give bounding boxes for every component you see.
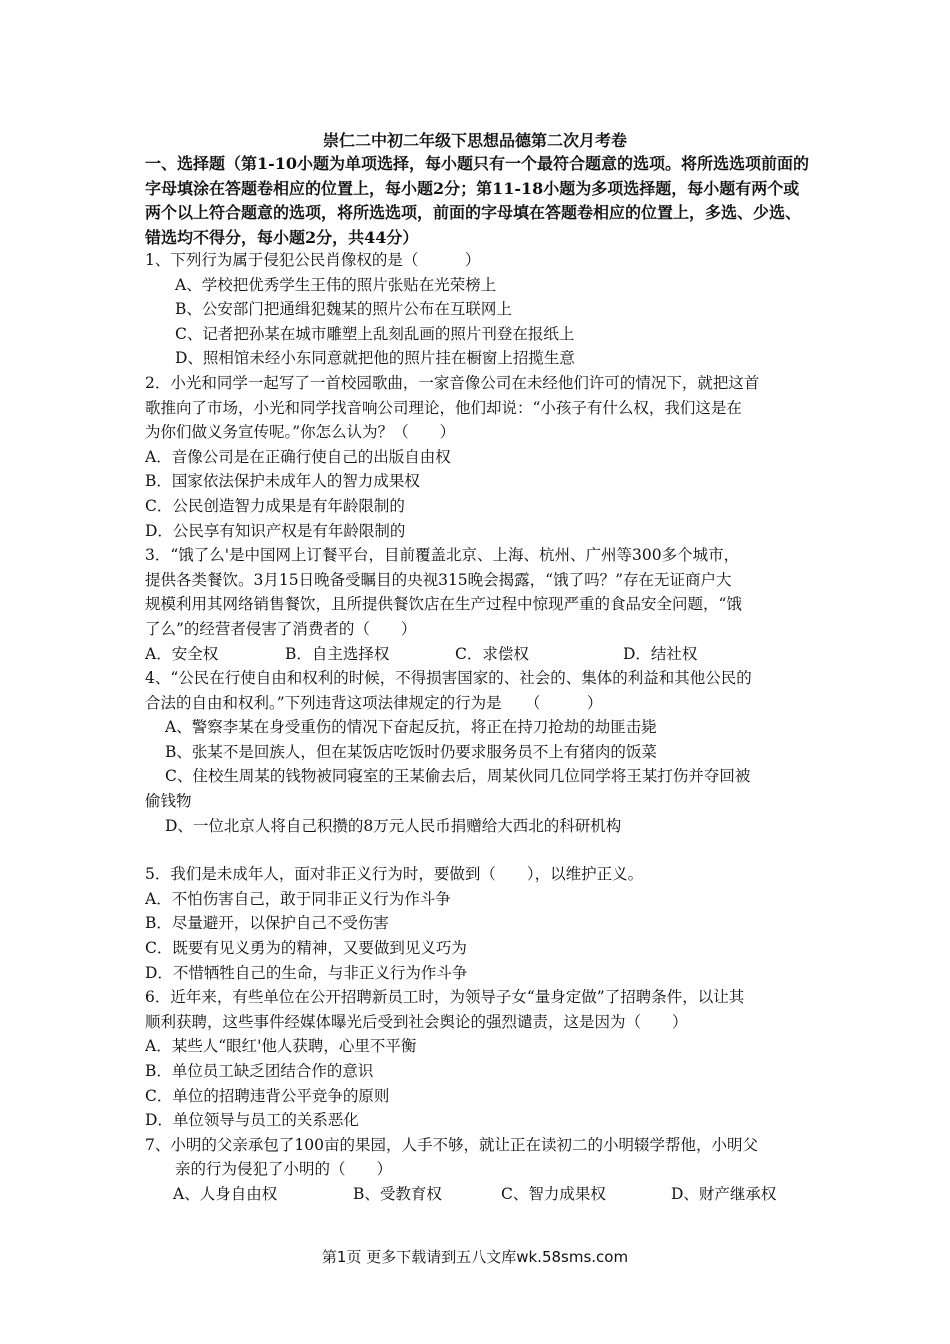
question-4-stem-line: 合法的自由和权利。”下列违背这项法律规定的行为是 （ ） — [145, 693, 603, 712]
question-1-stem: 1、下列行为属于侵犯公民肖像权的是（ ） — [145, 251, 481, 269]
question-4-option-c-continued: 偷钱物 — [145, 792, 192, 811]
question-3-stem-line: 规模利用其网络销售餐饮，且所提供餐饮店在生产过程中惊现严重的食品安全问题，“饿 — [145, 595, 742, 614]
question-2-option-c: C．公民创造智力成果是有年龄限制的 — [145, 496, 405, 515]
question-3-option-c: C．求偿权 — [455, 644, 529, 663]
page-footer: 第1页 更多下载请到五八文库wk.58sms.com — [321, 1248, 629, 1266]
question-1-option-b: B、公安部门把通缉犯魏某的照片公布在互联网上 — [175, 300, 512, 319]
question-6-stem-line: 6．近年来，有些单位在公开招聘新员工时，为领导子女“量身定做”了招聘条件，以让其 — [145, 988, 745, 1007]
question-4-option-d: D、一位北京人将自己积攒的8万元人民币捐赠给大西北的科研机构 — [165, 816, 622, 835]
question-6-option-c: C．单位的招聘违背公平竞争的原则 — [145, 1086, 390, 1105]
question-3-options — [145, 642, 815, 667]
question-3-stem-line: 了么”的经营者侵害了消费者的（ ） — [145, 619, 417, 638]
question-2-stem-line: 歌推向了市场，小光和同学找音响公司理论，他们却说：“小孩子有什么权，我们这是在 — [145, 398, 742, 417]
question-1-option-c: C、记者把孙某在城市雕塑上乱刻乱画的照片刊登在报纸上 — [175, 324, 575, 343]
question-7-option-b: B、受教育权 — [353, 1184, 442, 1203]
question-6-option-b: B．单位员工缺乏团结合作的意识 — [145, 1062, 374, 1080]
question-3-option-a: A．安全权 — [145, 644, 219, 663]
question-2-option-d: D．公民享有知识产权是有年龄限制的 — [145, 521, 406, 540]
question-5-stem: 5．我们是未成年人，面对非正义行为时，要做到（ ），以维护正义。 — [145, 865, 644, 884]
question-3-stem-line: 提供各类餐饮。3月15日晚备受瞩目的央视315晚会揭露，“饿了吗？”存在无证商户大 — [145, 570, 732, 589]
exam-title: 崇仁二中初二年级下思想品德第二次月考卷 — [322, 131, 627, 150]
question-2-option-b: B．国家依法保护未成年人的智力成果权 — [145, 472, 420, 491]
question-3-stem-line: 3．“饿了么'是中国网上订餐平台，目前覆盖北京、上海、杭州、广州等300多个城市， — [145, 546, 740, 565]
question-1-option-d: D、照相馆未经小东同意就把他的照片挂在橱窗上招揽生意 — [175, 349, 575, 368]
question-1-option-a: A、学校把优秀学生王伟的照片张贴在光荣榜上 — [175, 275, 497, 294]
question-4-option-b: B、张某不是回族人，但在某饭店吃饭时仍要求服务员不上有猪肉的饭菜 — [165, 742, 657, 761]
question-2-stem-line: 为你们做义务宣传呢。”你怎么认为？（ ） — [145, 423, 456, 442]
question-4-option-c: C、住校生周某的钱物被同寝室的王某偷去后，周某伙同几位同学将王某打伤并夺回被 — [165, 767, 751, 786]
question-4-option-a: A、警察李某在身受重伤的情况下奋起反抗，将正在持刀抢劫的劫匪击毙 — [165, 718, 657, 737]
question-5-option-b: B．尽量避开，以保护自己不受伤害 — [145, 914, 389, 933]
question-5-option-a: A．不怕伤害自己，敢于同非正义行为作斗争 — [145, 889, 451, 908]
question-2-option-a: A．音像公司是在正确行使自己的出版自由权 — [145, 447, 451, 466]
section-instructions: 一、选择题（第1-10小题为单项选择，每小题只有一个最符合题意的选项。将所选选项前面的字母填涂在答题卷相应的位置上，每小题2分；第11-18小题为多项选择题，每小题有两个或两个以上符合题意的选项，将所选选项，前面的字母填在答题卷相应的位置上，多选、少选、错选均不得分，每小题2分，共44分） — [145, 154, 810, 247]
question-7-option-d: D、财产继承权 — [671, 1184, 777, 1203]
question-3-option-d: D．结社权 — [623, 644, 698, 663]
question-list — [145, 248, 815, 1207]
question-3-option-b: B．自主选择权 — [285, 644, 390, 663]
question-6-stem-line: 顺利获聘，这些事件经媒体曝光后受到社会舆论的强烈谴责，这是因为（ ） — [145, 1012, 688, 1031]
question-6-option-a: A．某些人“眼红'他人获聘，心里不平衡 — [145, 1037, 417, 1056]
question-4-stem-line: 4、“公民在行使自由和权利的时候，不得损害国家的、社会的、集体的利益和其他公民的 — [145, 669, 752, 688]
question-7-stem-line: 亲的行为侵犯了小明的（ ） — [175, 1160, 393, 1179]
question-7-option-a: A、人身自由权 — [173, 1184, 278, 1203]
question-7-stem-line: 7、小明的父亲承包了100亩的果园，人手不够，就让正在读初二的小明辍学帮他，小明父 — [145, 1135, 758, 1154]
question-5-option-c: C．既要有见义勇为的精神，又要做到见义巧为 — [145, 939, 467, 958]
question-6-option-d: D．单位领导与员工的关系恶化 — [145, 1111, 359, 1130]
question-5-option-d: D．不惜牺牲自己的生命，与非正义行为作斗争 — [145, 963, 468, 982]
question-7-option-c: C、智力成果权 — [501, 1184, 606, 1203]
question-2-stem-line: 2．小光和同学一起写了一首校园歌曲，一家音像公司在未经他们许可的情况下，就把这首 — [145, 373, 760, 392]
blank-line — [145, 838, 815, 862]
question-7-options — [145, 1182, 815, 1207]
